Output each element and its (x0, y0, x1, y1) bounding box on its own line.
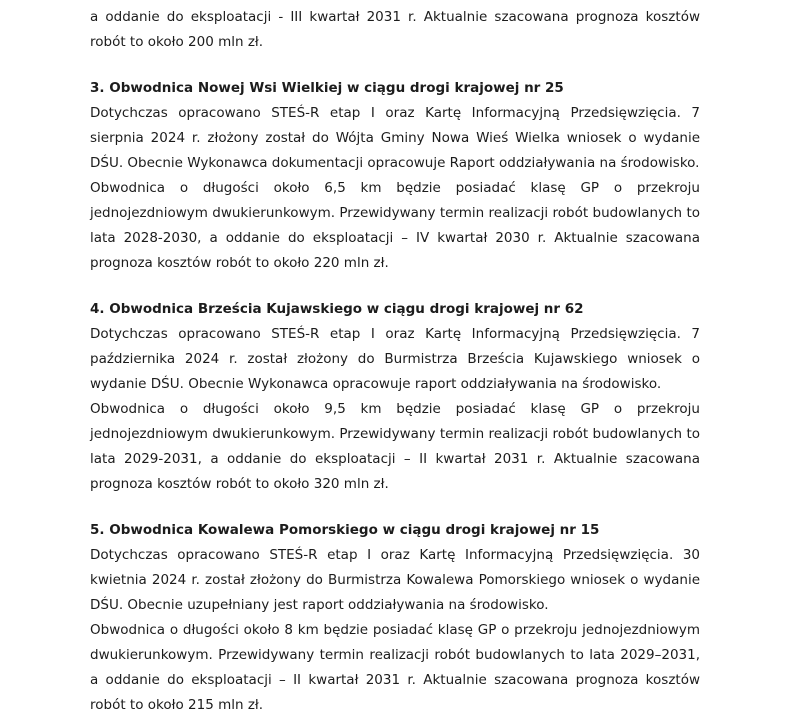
section-4-paragraph-status: Dotychczas opracowano STEŚ-R etap I oraz Kartę Informacyjną Przedsięwzięcia. 7 października 2024 r. został złożony do Burmistrza Brześcia Kujawskiego wniosek o wydanie DŚU. Obecnie Wykonawca opracowuje raport oddziaływania na środowisko. (90, 326, 700, 392)
section-heading-4: 4. Obwodnica Brześcia Kujawskiego w ciągu drogi krajowej nr 62 (90, 301, 584, 317)
section-5-paragraph-details: Obwodnica o długości około 8 km będzie posiadać klasę GP o przekroju jednojezdniowym dwukierunkowym. Przewidywany termin realizacji robót budowlanych to lata 2029–2031, a oddanie do eksploatacji – II kwartał 2031 r. Aktualnie szacowana prognoza kosztów robót to około 215 mln zł. (90, 622, 700, 713)
section-3-paragraph-status: Dotychczas opracowano STEŚ-R etap I oraz Kartę Informacyjną Przedsięwzięcia. 7 sierpnia 2024 r. złożony został do Wójta Gminy Nowa Wieś Wielka wniosek o wydanie DŚU. Obecnie Wykonawca dokumentacji opracowuje Raport oddziaływania na środowisko. (90, 105, 700, 171)
section-obwodnica-nowej-wsi-wielkiej (90, 76, 700, 276)
section-obwodnica-kowalewa-pomorskiego (90, 518, 700, 718)
paragraph-continuation: a oddanie do eksploatacji - III kwartał 2031 r. Aktualnie szacowana prognoza kosztów robót to około 200 mln zł. (90, 9, 700, 50)
section-3-paragraph-details: Obwodnica o długości około 6,5 km będzie posiadać klasę GP o przekroju jednojezdniowym dwukierunkowym. Przewidywany termin realizacji robót budowlanych to lata 2028-2030, a oddanie do eksploatacji – IV kwartał 2030 r. Aktualnie szacowana prognoza kosztów robót to około 220 mln zł. (90, 180, 700, 271)
section-4-paragraph-details: Obwodnica o długości około 9,5 km będzie posiadać klasę GP o przekroju jednojezdniowym dwukierunkowym. Przewidywany termin realizacji robót budowlanych to lata 2029-2031, a oddanie do eksploatacji – II kwartał 2031 r. Aktualnie szacowana prognoza kosztów robót to około 320 mln zł. (90, 401, 700, 492)
section-5-paragraph-status: Dotychczas opracowano STEŚ-R etap I oraz Kartę Informacyjną Przedsięwzięcia. 30 kwietnia 2024 r. został złożony do Burmistrza Kowalewa Pomorskiego wniosek o wydanie DŚU. Obecnie uzupełniany jest raport oddziaływania na środowisko. (90, 547, 700, 613)
section-obwodnica-brzescia-kujawskiego (90, 297, 700, 497)
section-heading-3: 3. Obwodnica Nowej Wsi Wielkiej w ciągu drogi krajowej nr 25 (90, 80, 564, 96)
section-heading-5: 5. Obwodnica Kowalewa Pomorskiego w ciągu drogi krajowej nr 15 (90, 522, 600, 538)
